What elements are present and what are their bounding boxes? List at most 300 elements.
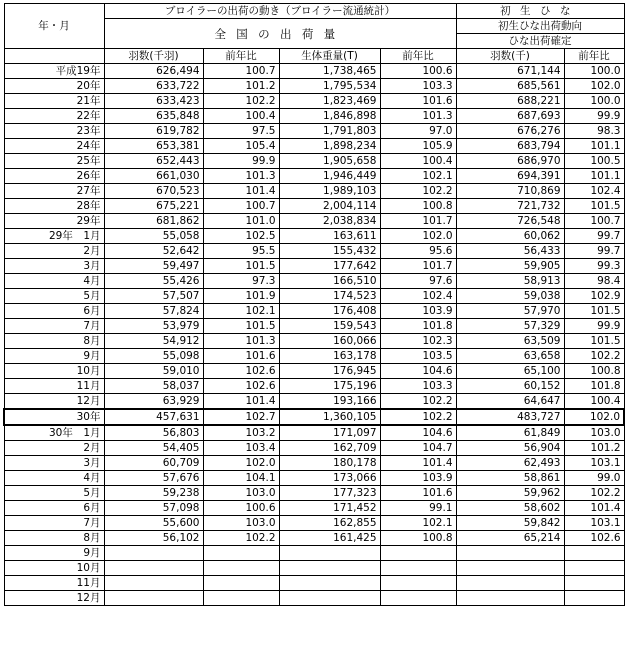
cell-yoy-birds: 100.6 xyxy=(203,501,279,516)
cell-yoy-birds: 101.3 xyxy=(203,169,279,184)
table-row xyxy=(4,394,624,410)
cell-yoy-birds xyxy=(203,561,279,576)
row-label: 8月 xyxy=(4,334,104,349)
national-shipment-header: 全国の出荷量 xyxy=(104,19,456,49)
cell-birds: 55,098 xyxy=(104,349,203,364)
table-row xyxy=(4,441,624,456)
row-label: 27年 xyxy=(4,184,104,199)
row-label: 12月 xyxy=(4,591,104,606)
cell-yoy-chicks xyxy=(564,591,624,606)
cell-yoy-birds: 97.3 xyxy=(203,274,279,289)
row-label: 6月 xyxy=(4,304,104,319)
cell-chicks: 61,849 xyxy=(456,425,564,441)
cell-yoy-birds: 99.9 xyxy=(203,154,279,169)
cell-birds: 57,507 xyxy=(104,289,203,304)
cell-yoy-chicks: 99.7 xyxy=(564,229,624,244)
cell-yoy-birds xyxy=(203,591,279,606)
broiler-statistics-table xyxy=(3,3,625,606)
cell-yoy-weight: 102.0 xyxy=(380,229,456,244)
cell-yoy-birds: 103.2 xyxy=(203,425,279,441)
cell-yoy-chicks: 100.0 xyxy=(564,94,624,109)
row-label: 5月 xyxy=(4,486,104,501)
cell-yoy-chicks: 101.2 xyxy=(564,441,624,456)
cell-weight: 176,408 xyxy=(279,304,380,319)
cell-yoy-birds: 101.5 xyxy=(203,259,279,274)
table-row xyxy=(4,184,624,199)
cell-weight: 171,452 xyxy=(279,501,380,516)
cell-yoy-chicks: 101.8 xyxy=(564,379,624,394)
cell-birds: 59,238 xyxy=(104,486,203,501)
cell-chicks: 58,913 xyxy=(456,274,564,289)
cell-yoy-birds: 100.7 xyxy=(203,64,279,79)
cell-weight: 2,038,834 xyxy=(279,214,380,229)
cell-weight: 161,425 xyxy=(279,531,380,546)
cell-weight xyxy=(279,546,380,561)
table-row xyxy=(4,561,624,576)
cell-yoy-weight: 99.1 xyxy=(380,501,456,516)
cell-birds xyxy=(104,576,203,591)
cell-weight: 180,178 xyxy=(279,456,380,471)
cell-chicks: 671,144 xyxy=(456,64,564,79)
cell-yoy-chicks: 100.7 xyxy=(564,214,624,229)
cell-birds: 63,929 xyxy=(104,394,203,410)
cell-birds: 633,722 xyxy=(104,79,203,94)
cell-yoy-chicks: 98.3 xyxy=(564,124,624,139)
table-row xyxy=(4,576,624,591)
cell-chicks: 683,794 xyxy=(456,139,564,154)
col-head-birds: 羽数(千羽) xyxy=(104,49,203,64)
table-row xyxy=(4,109,624,124)
cell-yoy-chicks xyxy=(564,546,624,561)
cell-chicks: 721,732 xyxy=(456,199,564,214)
table-row xyxy=(4,471,624,486)
cell-yoy-weight: 102.1 xyxy=(380,516,456,531)
cell-yoy-weight: 101.7 xyxy=(380,259,456,274)
cell-chicks: 59,842 xyxy=(456,516,564,531)
col-head-yoy-chicks: 前年比 xyxy=(564,49,624,64)
cell-yoy-birds: 100.7 xyxy=(203,199,279,214)
cell-chicks: 687,693 xyxy=(456,109,564,124)
cell-yoy-birds: 101.9 xyxy=(203,289,279,304)
cell-birds: 661,030 xyxy=(104,169,203,184)
cell-weight: 177,642 xyxy=(279,259,380,274)
cell-yoy-birds: 101.4 xyxy=(203,184,279,199)
row-label: 7月 xyxy=(4,319,104,334)
cell-weight: 1,846,898 xyxy=(279,109,380,124)
cell-yoy-birds: 101.3 xyxy=(203,334,279,349)
cell-yoy-weight xyxy=(380,591,456,606)
cell-yoy-chicks: 99.9 xyxy=(564,319,624,334)
cell-chicks: 58,861 xyxy=(456,471,564,486)
cell-yoy-weight: 102.4 xyxy=(380,289,456,304)
cell-birds: 53,979 xyxy=(104,319,203,334)
cell-yoy-chicks: 99.3 xyxy=(564,259,624,274)
cell-yoy-birds: 101.2 xyxy=(203,79,279,94)
cell-chicks: 59,962 xyxy=(456,486,564,501)
cell-chicks xyxy=(456,546,564,561)
cell-birds: 55,426 xyxy=(104,274,203,289)
row-label: 12月 xyxy=(4,394,104,410)
cell-weight: 159,543 xyxy=(279,319,380,334)
cell-yoy-chicks: 99.7 xyxy=(564,244,624,259)
cell-yoy-birds: 102.6 xyxy=(203,379,279,394)
table-row xyxy=(4,456,624,471)
cell-weight xyxy=(279,561,380,576)
row-label: 11月 xyxy=(4,576,104,591)
cell-yoy-chicks: 103.1 xyxy=(564,456,624,471)
cell-yoy-birds: 102.2 xyxy=(203,94,279,109)
table-row xyxy=(4,94,624,109)
cell-birds: 619,782 xyxy=(104,124,203,139)
row-label: 8月 xyxy=(4,531,104,546)
cell-yoy-chicks: 100.5 xyxy=(564,154,624,169)
cell-yoy-chicks: 99.0 xyxy=(564,471,624,486)
cell-yoy-chicks: 100.4 xyxy=(564,394,624,410)
col-head-yoy-weight: 前年比 xyxy=(380,49,456,64)
cell-yoy-birds: 101.4 xyxy=(203,394,279,410)
cell-yoy-birds xyxy=(203,546,279,561)
cell-yoy-birds: 101.0 xyxy=(203,214,279,229)
cell-yoy-birds: 102.5 xyxy=(203,229,279,244)
cell-yoy-weight: 103.9 xyxy=(380,471,456,486)
cell-yoy-weight: 101.7 xyxy=(380,214,456,229)
row-label: 2月 xyxy=(4,441,104,456)
table-row xyxy=(4,289,624,304)
cell-yoy-weight xyxy=(380,561,456,576)
cell-birds: 653,381 xyxy=(104,139,203,154)
cell-weight: 155,432 xyxy=(279,244,380,259)
cell-yoy-weight: 102.3 xyxy=(380,334,456,349)
broiler-title: ブロイラーの出荷の動き（ブロイラー流通統計） xyxy=(104,4,456,19)
cell-yoy-birds: 95.5 xyxy=(203,244,279,259)
row-label: 5月 xyxy=(4,289,104,304)
col-head-yoy-birds: 前年比 xyxy=(203,49,279,64)
cell-birds xyxy=(104,591,203,606)
row-label: 24年 xyxy=(4,139,104,154)
cell-birds: 626,494 xyxy=(104,64,203,79)
cell-yoy-weight: 101.6 xyxy=(380,486,456,501)
cell-yoy-birds: 100.4 xyxy=(203,109,279,124)
cell-yoy-weight: 104.6 xyxy=(380,364,456,379)
row-label: 20年 xyxy=(4,79,104,94)
cell-chicks: 58,602 xyxy=(456,501,564,516)
cell-yoy-chicks: 102.4 xyxy=(564,184,624,199)
cell-weight: 166,510 xyxy=(279,274,380,289)
cell-yoy-chicks: 100.8 xyxy=(564,364,624,379)
cell-yoy-birds: 102.0 xyxy=(203,456,279,471)
table-row xyxy=(4,364,624,379)
table-row xyxy=(4,425,624,441)
cell-yoy-weight: 101.8 xyxy=(380,319,456,334)
chick-title: 初生ひな xyxy=(456,4,624,19)
table-row xyxy=(4,244,624,259)
row-label: 3月 xyxy=(4,259,104,274)
row-label: 11月 xyxy=(4,379,104,394)
cell-yoy-birds: 105.4 xyxy=(203,139,279,154)
row-label: 22年 xyxy=(4,109,104,124)
table-row xyxy=(4,304,624,319)
row-label: 9月 xyxy=(4,546,104,561)
table-row xyxy=(4,546,624,561)
row-label: 9月 xyxy=(4,349,104,364)
cell-birds: 670,523 xyxy=(104,184,203,199)
cell-chicks xyxy=(456,591,564,606)
cell-yoy-weight: 100.8 xyxy=(380,531,456,546)
cell-yoy-chicks: 103.1 xyxy=(564,516,624,531)
cell-chicks xyxy=(456,561,564,576)
cell-birds: 54,405 xyxy=(104,441,203,456)
cell-yoy-weight: 101.3 xyxy=(380,109,456,124)
cell-yoy-birds xyxy=(203,576,279,591)
table-row xyxy=(4,124,624,139)
cell-weight: 193,166 xyxy=(279,394,380,410)
cell-yoy-birds: 101.5 xyxy=(203,319,279,334)
cell-birds: 675,221 xyxy=(104,199,203,214)
cell-weight: 1,989,103 xyxy=(279,184,380,199)
cell-yoy-weight: 103.9 xyxy=(380,304,456,319)
cell-yoy-chicks: 101.1 xyxy=(564,139,624,154)
cell-yoy-weight: 97.6 xyxy=(380,274,456,289)
row-label: 29年 1月 xyxy=(4,229,104,244)
column-header-blank xyxy=(4,49,104,64)
cell-chicks: 62,493 xyxy=(456,456,564,471)
cell-yoy-birds: 102.7 xyxy=(203,409,279,425)
cell-birds: 57,676 xyxy=(104,471,203,486)
row-label: 29年 xyxy=(4,214,104,229)
table-row xyxy=(4,501,624,516)
cell-chicks: 56,904 xyxy=(456,441,564,456)
cell-birds: 52,642 xyxy=(104,244,203,259)
table-row xyxy=(4,486,624,501)
table-row xyxy=(4,79,624,94)
table-row xyxy=(4,259,624,274)
cell-chicks xyxy=(456,576,564,591)
chick-confirmed-header: ひな出荷確定 xyxy=(456,34,624,49)
cell-chicks: 676,276 xyxy=(456,124,564,139)
cell-chicks: 56,433 xyxy=(456,244,564,259)
cell-yoy-chicks: 102.9 xyxy=(564,289,624,304)
table-row xyxy=(4,274,624,289)
cell-chicks: 65,100 xyxy=(456,364,564,379)
cell-birds: 55,058 xyxy=(104,229,203,244)
cell-chicks: 483,727 xyxy=(456,409,564,425)
cell-birds: 56,803 xyxy=(104,425,203,441)
cell-yoy-weight: 101.6 xyxy=(380,94,456,109)
col-head-chicks: 羽数(千) xyxy=(456,49,564,64)
cell-yoy-chicks: 101.5 xyxy=(564,199,624,214)
row-label: 23年 xyxy=(4,124,104,139)
row-label: 2月 xyxy=(4,244,104,259)
cell-yoy-weight: 102.2 xyxy=(380,184,456,199)
cell-yoy-chicks: 102.2 xyxy=(564,486,624,501)
table-row xyxy=(4,139,624,154)
table-row xyxy=(4,349,624,364)
cell-yoy-chicks: 102.2 xyxy=(564,349,624,364)
cell-yoy-weight: 104.7 xyxy=(380,441,456,456)
cell-birds: 681,862 xyxy=(104,214,203,229)
cell-weight: 162,709 xyxy=(279,441,380,456)
cell-weight: 1,738,465 xyxy=(279,64,380,79)
row-label: 3月 xyxy=(4,456,104,471)
cell-chicks: 57,329 xyxy=(456,319,564,334)
row-label: 4月 xyxy=(4,471,104,486)
cell-yoy-chicks: 101.4 xyxy=(564,501,624,516)
cell-yoy-birds: 102.6 xyxy=(203,364,279,379)
cell-chicks: 694,391 xyxy=(456,169,564,184)
cell-birds xyxy=(104,561,203,576)
cell-yoy-birds: 101.6 xyxy=(203,349,279,364)
cell-yoy-weight: 100.6 xyxy=(380,64,456,79)
cell-weight: 174,523 xyxy=(279,289,380,304)
cell-yoy-weight: 95.6 xyxy=(380,244,456,259)
cell-weight: 1,946,449 xyxy=(279,169,380,184)
row-label: 25年 xyxy=(4,154,104,169)
cell-birds: 59,497 xyxy=(104,259,203,274)
cell-yoy-chicks: 99.9 xyxy=(564,109,624,124)
row-label: 30年 1月 xyxy=(4,425,104,441)
table-row xyxy=(4,319,624,334)
cell-yoy-chicks: 101.5 xyxy=(564,334,624,349)
cell-birds: 60,709 xyxy=(104,456,203,471)
cell-weight: 162,855 xyxy=(279,516,380,531)
cell-yoy-chicks: 102.6 xyxy=(564,531,624,546)
cell-birds xyxy=(104,546,203,561)
cell-yoy-weight: 101.4 xyxy=(380,456,456,471)
table-row xyxy=(4,199,624,214)
cell-chicks: 59,038 xyxy=(456,289,564,304)
cell-birds: 55,600 xyxy=(104,516,203,531)
cell-weight: 1,898,234 xyxy=(279,139,380,154)
cell-chicks: 65,214 xyxy=(456,531,564,546)
table-row xyxy=(4,334,624,349)
row-label: 21年 xyxy=(4,94,104,109)
cell-yoy-birds: 103.0 xyxy=(203,486,279,501)
cell-weight: 175,196 xyxy=(279,379,380,394)
cell-chicks: 686,970 xyxy=(456,154,564,169)
cell-birds: 652,443 xyxy=(104,154,203,169)
cell-yoy-chicks: 101.5 xyxy=(564,304,624,319)
cell-weight: 177,323 xyxy=(279,486,380,501)
cell-chicks: 685,561 xyxy=(456,79,564,94)
col-head-weight: 生体重量(T) xyxy=(279,49,380,64)
cell-yoy-chicks: 103.0 xyxy=(564,425,624,441)
table-row xyxy=(4,591,624,606)
cell-yoy-chicks: 100.0 xyxy=(564,64,624,79)
year-month-header: 年・月 xyxy=(4,4,104,49)
table-row xyxy=(4,154,624,169)
cell-chicks: 57,970 xyxy=(456,304,564,319)
cell-yoy-birds: 102.1 xyxy=(203,304,279,319)
cell-birds: 59,010 xyxy=(104,364,203,379)
cell-chicks: 63,658 xyxy=(456,349,564,364)
cell-weight: 1,360,105 xyxy=(279,409,380,425)
table-row xyxy=(4,229,624,244)
cell-chicks: 710,869 xyxy=(456,184,564,199)
cell-yoy-weight: 102.1 xyxy=(380,169,456,184)
cell-birds: 56,102 xyxy=(104,531,203,546)
cell-weight xyxy=(279,591,380,606)
cell-yoy-weight: 103.3 xyxy=(380,379,456,394)
cell-weight: 1,823,469 xyxy=(279,94,380,109)
row-label: 30年 xyxy=(4,409,104,425)
cell-yoy-weight xyxy=(380,546,456,561)
cell-yoy-weight: 103.3 xyxy=(380,79,456,94)
cell-yoy-birds: 104.1 xyxy=(203,471,279,486)
cell-chicks: 64,647 xyxy=(456,394,564,410)
cell-yoy-weight: 104.6 xyxy=(380,425,456,441)
cell-yoy-chicks: 102.0 xyxy=(564,409,624,425)
cell-chicks: 59,905 xyxy=(456,259,564,274)
cell-yoy-chicks: 101.1 xyxy=(564,169,624,184)
cell-weight: 1,791,803 xyxy=(279,124,380,139)
cell-weight: 176,945 xyxy=(279,364,380,379)
cell-yoy-weight: 102.2 xyxy=(380,394,456,410)
cell-weight: 173,066 xyxy=(279,471,380,486)
cell-chicks: 688,221 xyxy=(456,94,564,109)
table-row xyxy=(4,409,624,425)
cell-yoy-weight: 100.8 xyxy=(380,199,456,214)
cell-weight: 1,795,534 xyxy=(279,79,380,94)
table-row xyxy=(4,169,624,184)
header-row-1 xyxy=(4,4,624,19)
table-row xyxy=(4,64,624,79)
table-row xyxy=(4,379,624,394)
row-label: 7月 xyxy=(4,516,104,531)
cell-chicks: 60,062 xyxy=(456,229,564,244)
cell-weight: 2,004,114 xyxy=(279,199,380,214)
cell-birds: 58,037 xyxy=(104,379,203,394)
cell-weight: 171,097 xyxy=(279,425,380,441)
cell-birds: 457,631 xyxy=(104,409,203,425)
row-label: 6月 xyxy=(4,501,104,516)
cell-chicks: 63,509 xyxy=(456,334,564,349)
cell-birds: 635,848 xyxy=(104,109,203,124)
cell-yoy-weight: 105.9 xyxy=(380,139,456,154)
cell-yoy-weight: 100.4 xyxy=(380,154,456,169)
cell-yoy-chicks: 102.0 xyxy=(564,79,624,94)
cell-yoy-weight: 97.0 xyxy=(380,124,456,139)
cell-weight xyxy=(279,576,380,591)
cell-yoy-birds: 103.4 xyxy=(203,441,279,456)
row-label: 28年 xyxy=(4,199,104,214)
column-header-row xyxy=(4,49,624,64)
chick-trend-header: 初生ひな出荷動向 xyxy=(456,19,624,34)
cell-weight: 160,066 xyxy=(279,334,380,349)
row-label: 10月 xyxy=(4,364,104,379)
cell-birds: 54,912 xyxy=(104,334,203,349)
row-label: 平成19年 xyxy=(4,64,104,79)
cell-weight: 1,905,658 xyxy=(279,154,380,169)
table-row xyxy=(4,516,624,531)
cell-weight: 163,178 xyxy=(279,349,380,364)
cell-birds: 57,098 xyxy=(104,501,203,516)
table-row xyxy=(4,531,624,546)
cell-weight: 163,611 xyxy=(279,229,380,244)
cell-chicks: 726,548 xyxy=(456,214,564,229)
cell-yoy-chicks xyxy=(564,561,624,576)
cell-yoy-chicks xyxy=(564,576,624,591)
cell-yoy-birds: 103.0 xyxy=(203,516,279,531)
cell-chicks: 60,152 xyxy=(456,379,564,394)
cell-yoy-birds: 97.5 xyxy=(203,124,279,139)
cell-yoy-weight xyxy=(380,576,456,591)
row-label: 10月 xyxy=(4,561,104,576)
cell-birds: 57,824 xyxy=(104,304,203,319)
cell-yoy-chicks: 98.4 xyxy=(564,274,624,289)
cell-yoy-birds: 102.2 xyxy=(203,531,279,546)
cell-birds: 633,423 xyxy=(104,94,203,109)
cell-yoy-weight: 102.2 xyxy=(380,409,456,425)
